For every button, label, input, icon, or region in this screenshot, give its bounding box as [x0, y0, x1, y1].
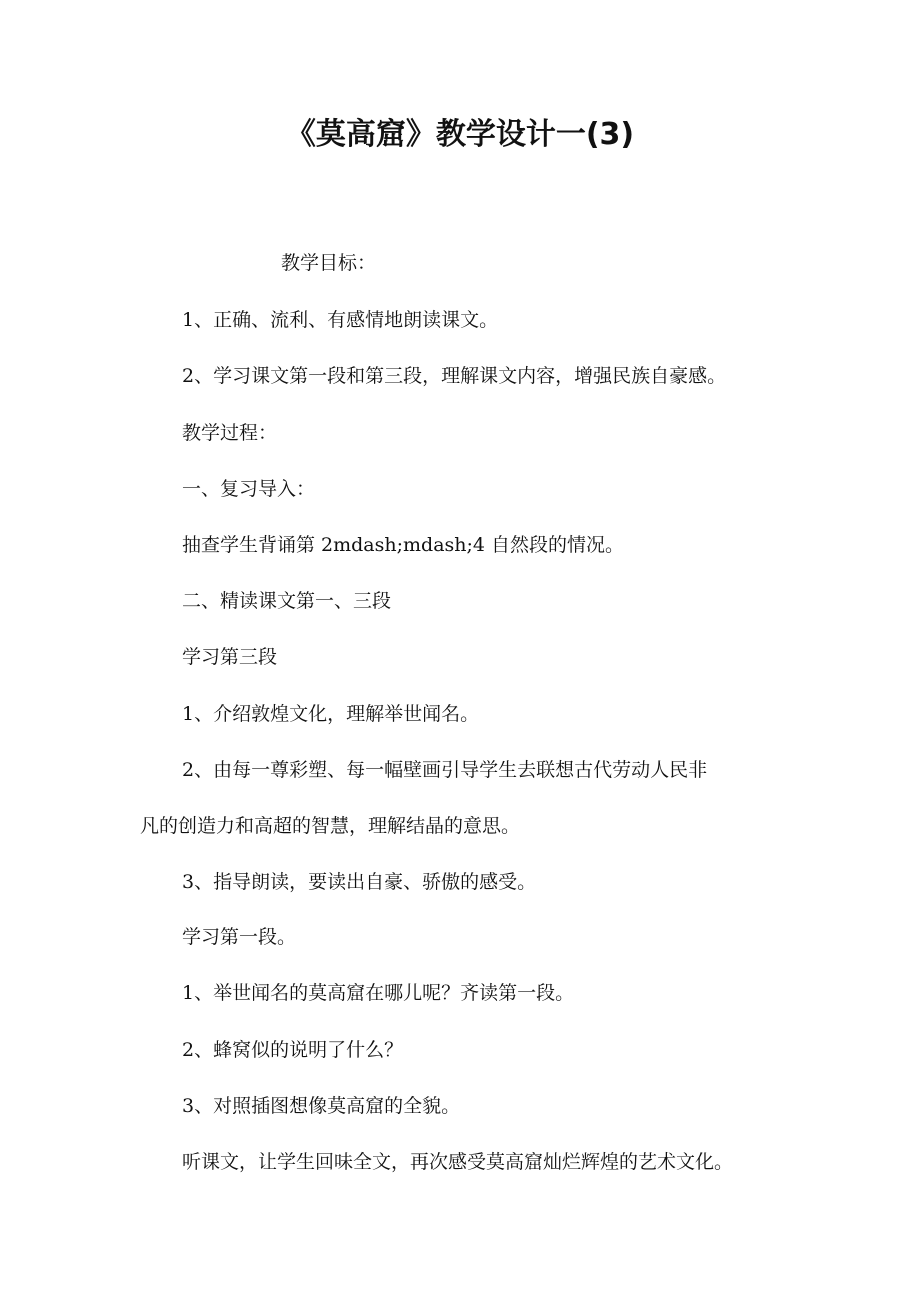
paragraph-line: 1、举世闻名的莫高窟在哪儿呢？齐读第一段。	[182, 982, 575, 1004]
paragraph-line: 凡的创造力和高超的智慧，理解结晶的意思。	[140, 815, 521, 837]
paragraph-line: 2、由每一尊彩塑、每一幅壁画引导学生去联想古代劳动人民非	[182, 759, 708, 781]
paragraph-line: 3、对照插图想像莫高窟的全貌。	[182, 1095, 461, 1117]
section-heading-process: 教学过程：	[182, 422, 278, 444]
paragraph-line: 一、复习导入：	[182, 478, 316, 500]
paragraph-line: 2、学习课文第一段和第三段，理解课文内容，增强民族自豪感。	[182, 365, 727, 387]
paragraph-line: 2、蜂窝似的说明了什么？	[182, 1039, 404, 1061]
paragraph-line: 学习第一段。	[182, 926, 297, 948]
paragraph-line: 1、介绍敦煌文化，理解举世闻名。	[182, 703, 480, 725]
paragraph-line: 听课文，让学生回味全文，再次感受莫高窟灿烂辉煌的艺术文化。	[182, 1151, 734, 1173]
paragraph-line: 3、指导朗读，要读出自豪、骄傲的感受。	[182, 871, 537, 893]
paragraph-line: 1、正确、流利、有感情地朗读课文。	[182, 309, 499, 331]
paragraph-line: 抽查学生背诵第 2mdash;mdash;4 自然段的情况。	[182, 534, 625, 556]
section-heading-objectives: 教学目标：	[281, 252, 377, 274]
paragraph-line: 二、精读课文第一、三段	[182, 590, 392, 612]
document-title: 《莫高窟》教学设计一(3)	[285, 117, 635, 152]
paragraph-line: 学习第三段	[182, 646, 278, 668]
